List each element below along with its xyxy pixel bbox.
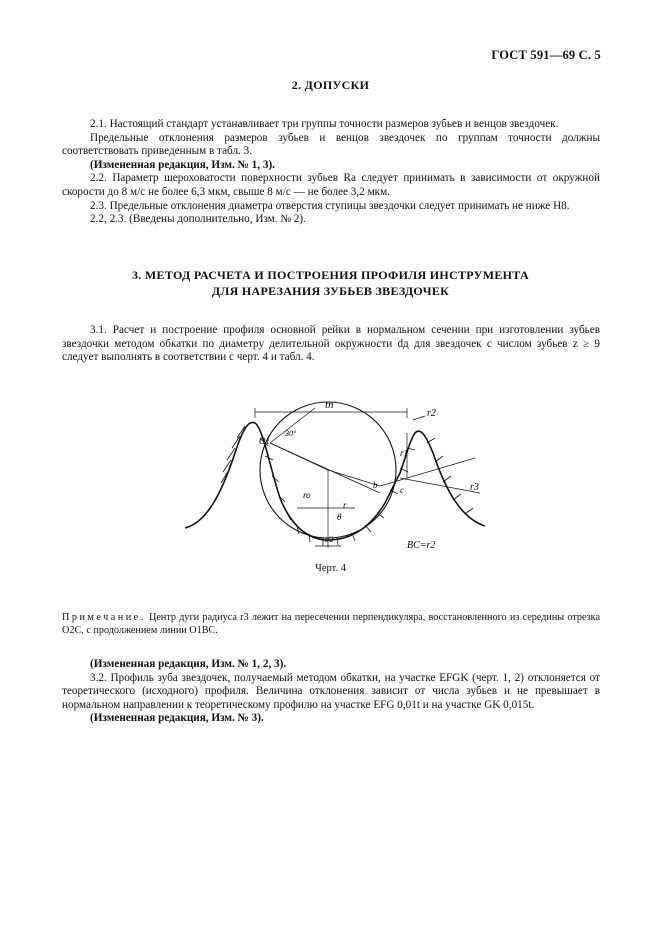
label-r2-top: r2 (427, 408, 436, 419)
section-2-title: 2. ДОПУСКИ (291, 78, 370, 92)
label-bc-eq: BC=r2 (407, 540, 436, 551)
amendment-note-2: 2.2, 2.3. (Введены дополнительно, Изм. № 2). (90, 213, 306, 226)
paragraph-2-2: 2.2. Параметр шероховатости поверхности зубьев Ra следует принимать в зависимости от окружной скорости до 8 м/с не более 6,3 мкм, свыше 8 м/с — не более 3,2 мкм. (62, 172, 600, 198)
label-t2: t/2 (325, 535, 334, 544)
label-ro: ro (303, 490, 311, 500)
paragraph-3-2: 3.2. Профиль зуба звездочек, получаемый методом обкатки, на участке EFGK (черт. 1, 2) отклоняется от теоретического (исходного) профиля. Величина отклонения зависит от числа зубьев и не превышает в нормальном направлении к теоретическому профилю на участке EFG 0,01t и на участке GK 0,015t. (62, 671, 600, 711)
section-2-body (62, 118, 600, 227)
label-r1: r1 (400, 448, 409, 458)
page-header: ГОСТ 591—69 С. 5 (491, 48, 601, 62)
note-label: Примечание. (62, 612, 146, 623)
label-c: c (400, 485, 404, 495)
section-3-body-cont (62, 658, 600, 726)
profile-curve (185, 422, 485, 540)
label-tn: tn (325, 399, 334, 411)
section-3-title-line-1: 3. МЕТОД РАСЧЕТА И ПОСТРОЕНИЯ ПРОФИЛЯ ИНСТРУМЕНТА (132, 268, 529, 282)
label-O1: O1 (259, 436, 270, 446)
figure-caption: Черт. 4 (315, 563, 346, 574)
amendment-note-4: (Измененная редакция, Изм. № 3). (90, 712, 264, 725)
paragraph-2-1-cont: Предельные отклонения размеров зубьев и венцов звездочек по группам точности должны соответствовать приведенным в табл. 3. (62, 131, 600, 158)
figure-note (62, 611, 600, 637)
section-3-body (62, 324, 600, 365)
label-b: b (373, 480, 378, 490)
paragraph-2-3: 2.3. Предельные отклонения диаметра отверстия ступицы звездочки следует принимать не ниже H8. (90, 199, 570, 212)
amendment-note-3: (Измененная редакция, Изм. № 1, 2, 3). (90, 658, 287, 670)
label-r: r (343, 500, 347, 510)
tooth-profile-drawing (175, 398, 505, 556)
label-theta: θ (337, 512, 342, 522)
label-r3: r3 (470, 482, 479, 493)
section-3-title-line-2: ДЛЯ НАРЕЗАНИЯ ЗУБЬЕВ ЗВЕЗДОЧЕК (211, 284, 450, 298)
paragraph-2-1: 2.1. Настоящий стандарт устанавливает три группы точности размеров зубьев и венцов звездочек. (90, 118, 559, 130)
note-text: Центр дуги радиуса r3 лежит на пересечении перпендикуляра, восстановленного из середины отрезка O2C, с продолжением линии O1BC. (62, 612, 600, 636)
paragraph-3-1: 3.1. Расчет и построение профиля основной рейки в нормальном сечении при изготовлении зубьев звездочки методом обкатки по диаметру делительной окружности dд для звездочек с числом зубьев z ≥ 9 следует выполнять в соответствии с черт. 4 и табл. 4. (62, 324, 600, 364)
amendment-note: (Измененная редакция, Изм. № 1, 3). (90, 158, 275, 171)
label-30deg: 30° (285, 429, 297, 438)
